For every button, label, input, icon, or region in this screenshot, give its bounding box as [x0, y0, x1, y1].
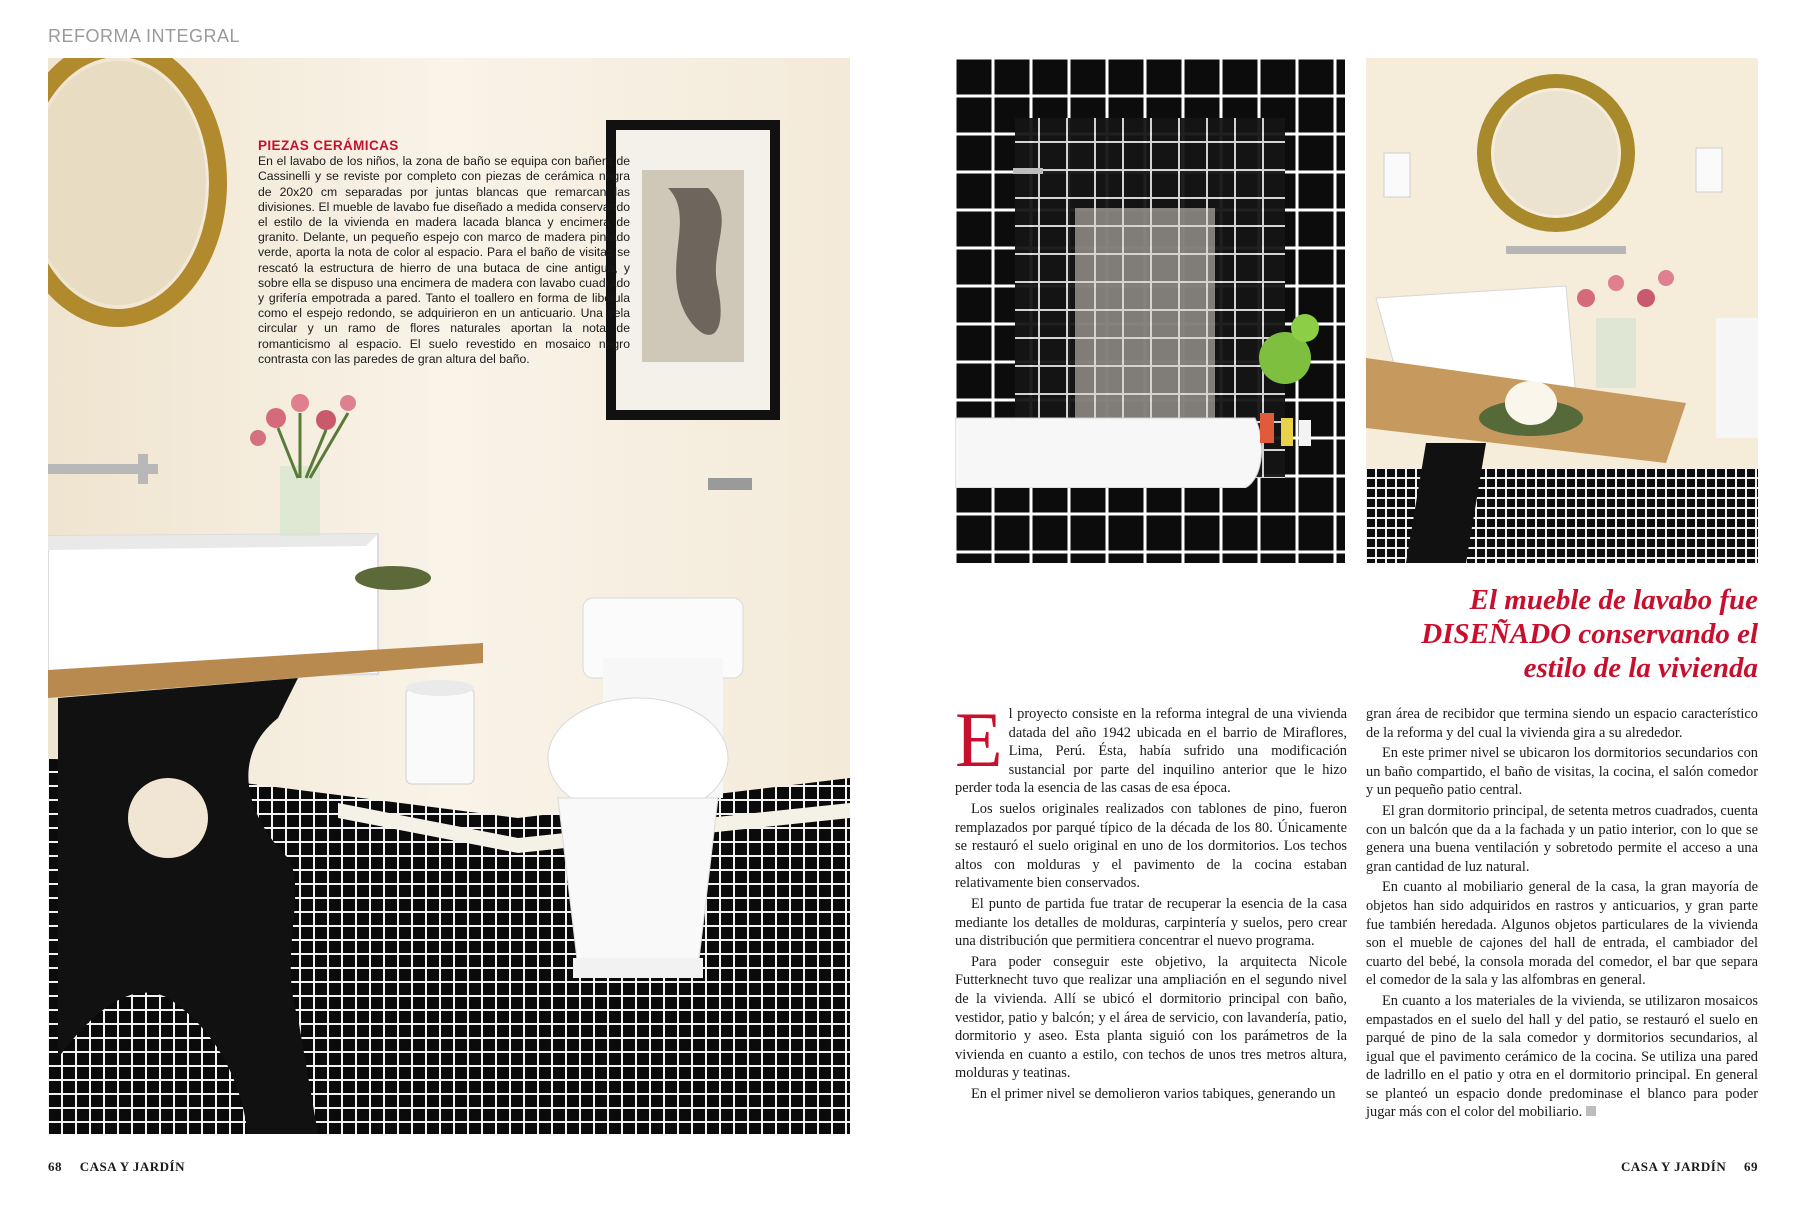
- bathtub-illustration: [955, 58, 1345, 563]
- page-number-left: 68: [48, 1159, 62, 1174]
- article-paragraph-text: En cuanto a los materiales de la vivienda, se utilizaron mosaicos empastados en el suelo del hall y del patio, se restauró el suelo en parqué de pino de la sala comedor y dormitorios secundarios, al igual que el pavimento cerámico de la cocina. Se utiliza una pared de ladrillo en el patio y otra en el dormitorio principal. En general se planteó un espacio donde predominase el blanco para poder jugar más con el color del mobiliario.: [1366, 992, 1758, 1121]
- sidebar-text: En el lavabo de los niños, la zona de baño se equipa con bañera de Cassinelli y se reviste por completo con piezas de cerámica negra de 20x20 cm separadas por juntas blancas que remarcan las divisiones. El mueble de lavabo fue diseñado a medida conservando el estilo de la vivienda en madera lacada blanca y encimera de granito. Delante, un pequeño espejo con marco de madera pintado verde, aporta la nota de color al espacio. Para el baño de visitas se rescató la estructura de hierro de una butaca de cine antigua, y sobre ella se dispuso una encimera de madera con lavabo cuadrado y grifería empotrada a pared. Tanto el toallero en forma de libélula como el espejo redondo, se adquirieron en un anticuario. Una vela circular y un ramo de flores naturales aportan la nota de romanticismo al espacio. El suelo revestido en mosaico negro contrasta con las paredes de gran altura del baño.: [258, 154, 630, 366]
- footer-left: [48, 1159, 185, 1175]
- article-paragraph: El punto de partida fue tratar de recuperar la esencia de la casa mediante los detalles de molduras, carpintería y suelos, pero crear una distribución que permitiera concentrar el nuevo programa.: [955, 895, 1347, 950]
- article-paragraph: Los suelos originales realizados con tablones de pino, fueron remplazados por parqué típico de la década de los 80. Únicamente se restauró el suelo original en uno de los dormitorios. Los techos altos con molduras y el pavimento de la cocina estaban relativamente bien conservados.: [955, 800, 1347, 892]
- pull-quote-line-3: estilo de la vivienda: [1523, 652, 1758, 684]
- article-paragraph: [955, 696, 1347, 798]
- pull-quote: [1260, 583, 1758, 685]
- pull-quote-line-1: El mueble de lavabo fue: [1469, 584, 1758, 616]
- article-column-1: [955, 696, 1347, 1105]
- article-paragraph: En este primer nivel se ubicaron los dormitorios secundarios con un baño compartido, el baño de visitas, la cocina, el salón comedor y un pequeño patio central.: [1366, 745, 1758, 799]
- bathroom-photo-main: [48, 58, 850, 1134]
- sidebar-title: PIEZAS CERÁMICAS: [258, 138, 399, 153]
- guest-sink-photo: [1366, 58, 1758, 563]
- footer-right: [1621, 1159, 1758, 1175]
- article-paragraph: El gran dormitorio principal, de setenta metros cuadrados, cuenta con un balcón que da a la fachada y un patio interior, con lo que se genera una buena ventilación y sobretodo permite el acceso a una gran cantidad de luz natural.: [1366, 802, 1758, 875]
- article-paragraph-text: l proyecto consiste en la reforma integral de una vivienda datada del año 1942 ubicada en el barrio de Miraflores, Lima, Perú. Ésta, había sufrido una modificación sustancial por parte del inquilino anterior que le hizo perder toda la esencia de las casas de esa época.: [955, 706, 1347, 797]
- sidebar-box: [258, 138, 630, 367]
- section-label: REFORMA INTEGRAL: [48, 26, 241, 46]
- magazine-title-left: CASA Y JARDÍN: [79, 1159, 185, 1174]
- sink-illustration: [1366, 58, 1758, 563]
- page-number-right: 69: [1744, 1159, 1758, 1174]
- drop-cap: E: [955, 696, 1003, 783]
- article-paragraph: En cuanto al mobiliario general de la casa, la gran mayoría de objetos han sido adquiridos en rastros y anticuarios, y gran parte fue también heredada. Algunos objetos particulares de la vivienda son el mueble de cajones del hall de entrada, el cambiador del cuarto del bebé, la consola morada del comedor, el bar que separa el comedor de la sala y las alfombras en general.: [1366, 879, 1758, 989]
- article-column-2: [1366, 705, 1758, 1124]
- article-paragraph: gran área de recibidor que termina siendo un espacio característico de la reforma y del cual la vivienda gira a su alrededor.: [1366, 706, 1758, 741]
- article-paragraph: En el primer nivel se demolieron varios tabiques, generando un: [971, 1085, 1336, 1102]
- end-mark-icon: [1586, 1106, 1596, 1116]
- pull-quote-line-2: [1260, 617, 1758, 651]
- article-paragraph-last: [1366, 992, 1758, 1122]
- article-paragraph: Para poder conseguir este objetivo, la arquitecta Nicole Futterknecht tuvo que realizar una ampliación en el segundo nivel de la vivienda. Allí se ubicó el dormitorio principal con baño, vestidor, patio y balcón; y el área de servicio, con lavandería, patio, dormitorio y aseo. Esta planta siguió con los parámetros de la vivienda en cuanto a estilo, con techos de unos tres metros altura, molduras y teatinas.: [955, 953, 1347, 1082]
- magazine-title-right: CASA Y JARDÍN: [1621, 1159, 1727, 1174]
- pull-quote-caps: DISEÑADO: [1421, 618, 1572, 650]
- pull-quote-line-2-rest: conservando el: [1571, 618, 1758, 650]
- bathtub-photo: [955, 58, 1345, 563]
